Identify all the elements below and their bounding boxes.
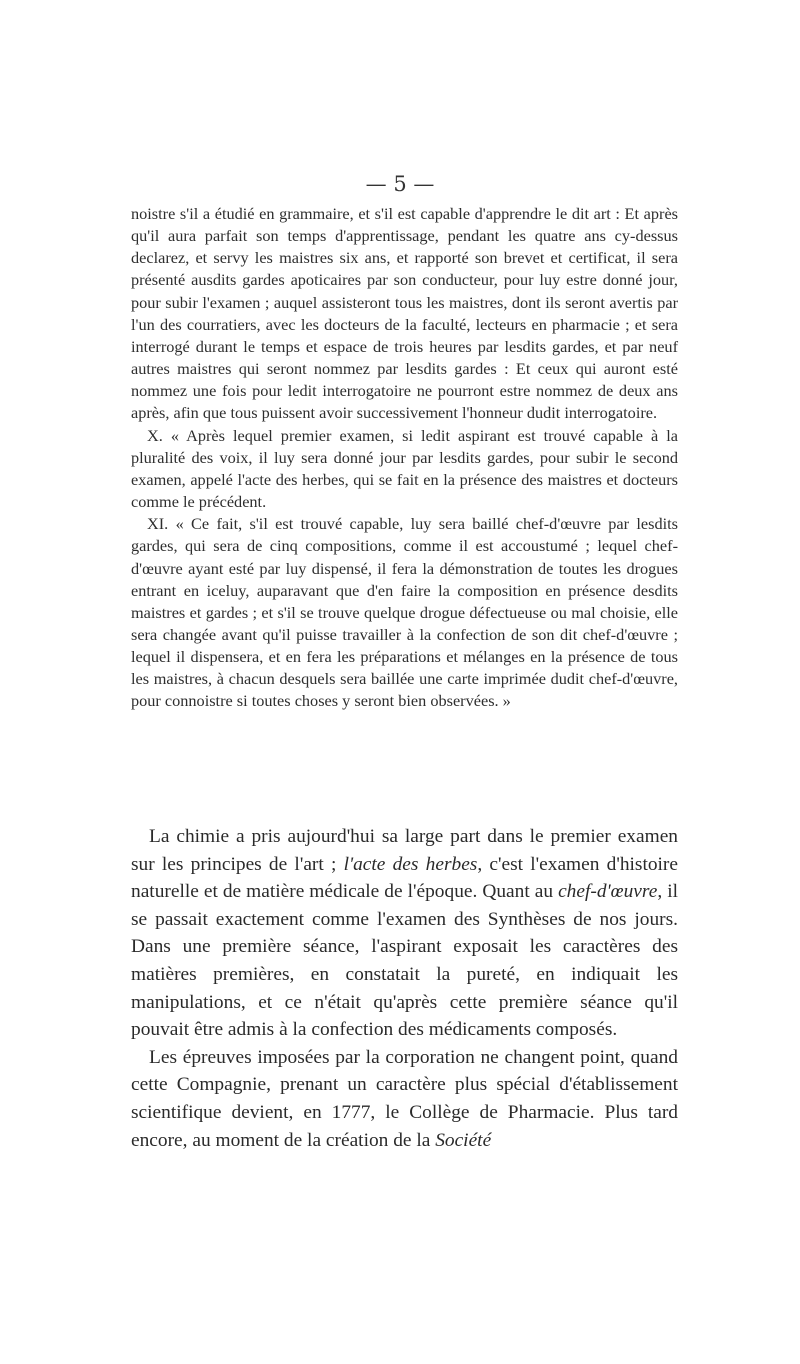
quoted-statutes <box>131 203 678 713</box>
italic-term: Société <box>435 1129 492 1151</box>
main-text <box>131 823 678 1154</box>
quote-paragraph-article-xi: XI. « Ce fait, s'il est trouvé capable, luy sera baillé chef-d'œuvre par lesdits gardes, qui sera de cinq compositions, comme il est accoustumé ; lequel chef-d'œuvre ayant esté par luy dispensé, il fera la démonstration de toutes les drogues entrant en iceluy, auparavant que d'en faire la composition en présence desdits maistres et gardes ; et s'il se trouve quelque drogue défectueuse ou mal choisie, elle sera changée avant qu'il puisse travailler à la confection de son dit chef-d'œuvre ; lequel il dispensera, et en fera les préparations et mélanges en la présence de tous les maistres, à chacun desquels sera baillée une carte imprimée dudit chef-d'œuvre, pour connoistre si toutes choses y seront bien observées. » <box>131 514 678 711</box>
quote-paragraph-article-x: X. « Après lequel premier examen, si ledit aspirant est trouvé capable à la pluralité des voix, il luy sera donné jour par lesdits gardes, pour subir le second examen, appelé l'acte des herbes, qui se fait en la présence des maistres et docteurs comme le précédent. <box>131 425 678 512</box>
italic-term: chef-d'œuvre <box>558 881 658 903</box>
body-paragraph <box>131 823 678 1044</box>
body-paragraph <box>131 1044 678 1154</box>
italic-term: l'acte des herbes <box>343 853 478 875</box>
page-number: — 5 — <box>365 172 435 196</box>
body-text: Les épreuves imposées par la corporation ne changent point, quand cette Compagnie, prenant un caractère plus spécial d'établissement scientifique devient, en 1777, le Collège de Pharmacie. Plus tard encore, au moment de la création de la <box>131 1046 678 1151</box>
body-text: , c'est l'examen d'histoire naturelle et de matière médicale de l'époque. Quant au <box>131 853 678 903</box>
body-text: La chimie a pris aujourd'hui sa large part dans le premier examen sur les principes de l'art ; <box>131 826 678 875</box>
body-text: , il se passait exactement comme l'examen des Synthèses de nos jours. Dans une première séance, l'aspirant exposait les caractères des matières premières, en constatait la pureté, en indiquait les manipulations, et ce n'était qu'après cette première séance qu'il pouvait être admis à la confection des médicaments composés. <box>131 881 678 1041</box>
quote-paragraph: noistre s'il a étudié en grammaire, et s'il est capable d'apprendre le dit art : Et après qu'il aura parfait son temps d'apprentissage, pendant les quatre ans cy-dessus declarez, et servy les maistres six ans, et rapporté son brevet et certificat, il sera présenté ausdits gardes apoticaires par son conducteur, pour luy estre donné jour, pour subir l'examen ; auquel assisteront tous les maistres, dont ils seront avertis par l'un des courratiers, avec les docteurs de la faculté, lecteurs en pharmacie ; et sera interrogé durant le temps et espace de trois heures par lesdits gardes, et par neuf autres maistres qui seront nommez par lesdits gardes : Et ceux qui auront esté nommez une fois pour ledit interrogatoire ne pourront estre nommez de deux ans après, afin que tous puissent avoir successivement l'honneur dudit interrogatoire. <box>131 204 678 423</box>
